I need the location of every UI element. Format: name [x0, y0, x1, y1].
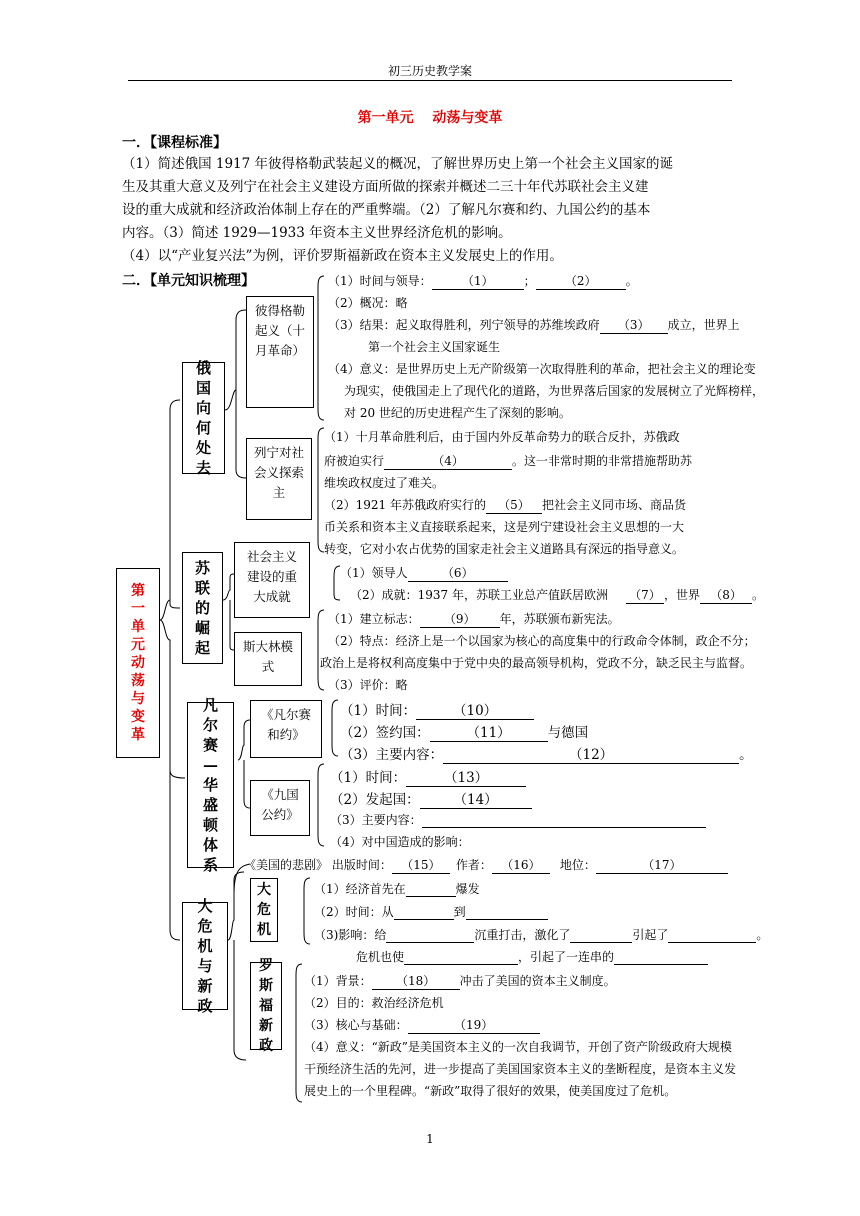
standards-line-4: 内容。（3）简述 1929—1933 年资本主义世界经济危机的影响。 [122, 225, 512, 241]
achieve-world-label: ，世界 [664, 588, 701, 602]
newdeal-line-5: 干预经济生活的先河，进一步提高了美国国家资本主义的垄断程度，是资本主义发 [304, 1062, 737, 1076]
october-time-label: （1）时间与领导： [328, 274, 432, 288]
lenin-nep-tail: 把社会主义同市场、商品货 [542, 498, 687, 512]
crisis-line-2 [314, 903, 548, 920]
blank-2[interactable]: （2） [536, 272, 626, 290]
blank-6[interactable]: （6） [408, 564, 508, 582]
crisis-line-1 [314, 880, 480, 897]
blank-11[interactable]: （11） [430, 721, 548, 742]
blank-10[interactable]: （10） [416, 699, 534, 720]
nine-line-1 [330, 766, 526, 787]
lenin-line-2 [324, 452, 692, 470]
october-line-4: 第一个社会主义国家诞生 [368, 340, 501, 354]
stalin-line-2: （2）特点：经济上是一个以国家为核心的高度集中的行政命令体制，政企不分； [328, 634, 756, 648]
topic-versailles-washington [187, 696, 234, 874]
section-heading-outline: 二．【单元知识梳理】 [122, 273, 255, 289]
newdeal-bg-tail: 冲击了美国的资本主义制度。 [459, 974, 616, 988]
blank-14[interactable]: （14） [420, 788, 532, 809]
crisis-time-to: 到 [453, 905, 466, 919]
newdeal-line-4: （4）意义：“新政”是美国资本主义的一次自我调节，开创了资产阶级政府大规模 [304, 1040, 732, 1054]
crisis-line-3 [314, 926, 768, 943]
crisis-origin-tail: 爆发 [455, 882, 480, 896]
versailles-line-3 [340, 743, 753, 764]
lenin-line-5: 币关系和资本主义直接联系起来，这是列宁建设社会主义思想的一大 [324, 520, 685, 534]
topic-russia-label: 俄国向何处去 [195, 359, 211, 477]
crisis-impact-label: （3)影响：给 [314, 928, 387, 942]
crisis-effect-label: 危机也使 [356, 950, 405, 964]
section-heading-standards: 一．【课程标准】 [122, 135, 227, 151]
october-line-5: （4）意义：是世界历史上无产阶级第一次取得胜利的革命，把社会主义的理论变 [328, 362, 756, 376]
blank-8[interactable]: （8） [700, 586, 752, 604]
blank-18[interactable]: （18） [372, 972, 460, 990]
october-line-3 [328, 316, 740, 334]
lenin-line-4 [324, 496, 686, 514]
nine-time-label: （1）时间： [330, 770, 407, 786]
versailles-content-label: （3）主要内容： [340, 747, 444, 763]
topic-soviet-rise [182, 552, 223, 664]
tragedy-pub-label: 《美国的悲剧》 出版时间： [244, 858, 392, 872]
topic-crisis-new-deal [182, 897, 228, 1015]
nine-line-4: （4）对中国造成的影响： [330, 835, 470, 849]
sub-great-depression [250, 878, 278, 942]
achieve-end: 。 [752, 588, 765, 602]
october-end: 。 [625, 274, 638, 288]
blank-1[interactable]: （1） [432, 272, 524, 290]
unit-box [116, 568, 160, 758]
versailles-time-label: （1）时间： [340, 703, 417, 719]
achieve-line-2 [350, 586, 764, 604]
nine-content-label: （3）主要内容： [330, 813, 422, 827]
crisis-impact-end: 。 [756, 928, 769, 942]
versailles-signatory-tail: 与德国 [547, 725, 589, 741]
crisis-line-4 [356, 948, 708, 965]
sub-great-depression-label: 大危机 [257, 882, 271, 938]
topic-versailles-washington-label: 凡尔赛—华盛顿体系 [202, 696, 218, 874]
blank-15[interactable]: （15） [392, 856, 450, 874]
sub-versailles-treaty: 《凡尔赛和约》 [250, 700, 322, 758]
stalin-line-1 [328, 610, 620, 628]
sub-roosevelt-new-deal [250, 958, 282, 1054]
sub-stalin-model: 斯大林模式 [234, 632, 302, 686]
stalin-line-3: 政治上是将权利高度集中于党中央的最高领导机构，党政不分，缺乏民主与监督。 [320, 656, 753, 670]
sub-october-revolution: 彼得格勒起义（十月革命） [246, 296, 314, 408]
october-sep: ； [523, 274, 536, 288]
blank-4[interactable]: （4） [384, 452, 512, 470]
newdeal-line-3 [304, 1016, 540, 1034]
blank-17[interactable]: （17） [596, 856, 728, 874]
standards-line-5: （4）以“产业复兴法”为例，评价罗斯福新政在资本主义发展史上的作用。 [122, 248, 563, 264]
topic-russia [182, 359, 225, 477]
stalin-line-4: （3）评价：略 [328, 678, 408, 692]
sub-roosevelt-new-deal-label: 罗斯福新政 [259, 958, 273, 1054]
sub-socialist-achievements: 社会主义建设的重大成就 [234, 542, 310, 618]
lenin-nep-label: （2）1921 年苏俄政府实行的 [324, 498, 486, 512]
newdeal-line-1 [304, 972, 616, 990]
october-line-2: （2）概况：略 [328, 296, 408, 310]
newdeal-line-6: 展史上的一个里程碑。“新政”取得了很好的效果，使美国度过了危机。 [304, 1084, 677, 1098]
lenin-line-6: 转变，它对小农占优势的国家走社会主义道路具有深远的指导意义。 [324, 542, 685, 556]
blank-3[interactable]: （3） [600, 316, 668, 334]
nine-line-2 [330, 788, 532, 809]
newdeal-bg-label: （1）背景： [304, 974, 372, 988]
blank-7[interactable]: （7） [626, 586, 664, 604]
achieve-line-1 [340, 564, 508, 582]
blank-5[interactable]: （5） [486, 496, 542, 514]
standards-line-2: 生及其重大意义及列宁在社会主义建设方面所做的探索并概述二三十年代苏联社会主义建 [122, 179, 649, 195]
tragedy-line [244, 856, 728, 874]
lenin-policy-label: 府被迫实行 [324, 454, 385, 468]
achieve-leader-label: （1）领导人 [340, 566, 408, 580]
blank-13[interactable]: （13） [406, 766, 526, 787]
lenin-line-1: （1）十月革命胜利后，由于国内外反革命势力的联合反扑，苏俄政 [324, 430, 680, 444]
newdeal-line-2: （2）目的：救治经济危机 [304, 996, 444, 1010]
achieve-result-label: （2）成就：1937 年，苏联工业总产值跃居欧洲 [350, 588, 608, 602]
versailles-end: 。 [739, 747, 753, 763]
versailles-line-1 [340, 699, 534, 720]
tragedy-status-label: 地位： [559, 858, 596, 872]
blank-9[interactable]: （9） [420, 610, 500, 628]
blank-16[interactable]: （16） [492, 856, 550, 874]
page-title: 第一单元 动荡与变革 [357, 110, 503, 126]
october-line-7: 对 20 世纪的历史进程产生了深刻的影响。 [344, 406, 571, 420]
crisis-impact-mid: 沉重打击，激化了 [474, 928, 571, 942]
crisis-effect-tail: ，引起了一连串的 [518, 950, 615, 964]
lenin-line-3: 维埃政权度过了难关。 [324, 476, 445, 490]
versailles-signatory-label: （2）签约国： [340, 725, 430, 741]
tragedy-author-label: 作者： [455, 858, 492, 872]
crisis-origin-label: （1）经济首先在 [314, 882, 406, 896]
blank-19[interactable]: （19） [408, 1016, 540, 1034]
newdeal-core-label: （3）核心与基础： [304, 1018, 408, 1032]
october-line-6: 为现实，使俄国走上了现代化的道路，为世界落后国家的发展树立了光辉榜样， [344, 384, 765, 398]
sub-lenin-exploration: 列宁对社会义探索主 [246, 438, 312, 520]
lenin-policy-tail: 。这一非常时期的非常措施帮助苏 [512, 454, 693, 468]
stalin-sign-label: （1）建立标志： [328, 612, 420, 626]
stalin-sign-tail: 年，苏联颁布新宪法。 [499, 612, 620, 626]
october-line-1 [328, 272, 638, 290]
crisis-impact-mid2: 引起了 [632, 928, 669, 942]
standards-line-1: （1）简述俄国 1917 年彼得格勒武装起义的概况，了解世界历史上第一个社会主义国家的诞 [122, 156, 674, 172]
october-result-label: （3）结果：起义取得胜利，列宁领导的苏维埃政府 [328, 318, 600, 332]
nine-initiator-label: （2）发起国： [330, 792, 420, 808]
sub-nine-power-treaty: 《九国公约》 [250, 780, 310, 836]
blank-12[interactable]: （12） [443, 743, 739, 764]
topic-crisis-new-deal-label: 大危机与新政 [197, 897, 213, 1015]
page-header: 初三历史教学案 [387, 64, 472, 78]
unit-box-label: 第一单元 动荡与变革 [131, 583, 159, 743]
topic-soviet-rise-label: 苏联的崛起 [194, 559, 210, 657]
october-result-tail: 成立，世界上 [667, 318, 740, 332]
standards-line-3: 设的重大成就和经济政治体制上存在的严重弊端。（2）了解凡尔赛和约、九国公约的基本 [122, 202, 651, 218]
nine-line-3 [330, 811, 706, 828]
page-number: 1 [426, 1132, 434, 1146]
crisis-time-label: （2）时间：从 [314, 905, 394, 919]
versailles-line-2 [340, 721, 588, 742]
